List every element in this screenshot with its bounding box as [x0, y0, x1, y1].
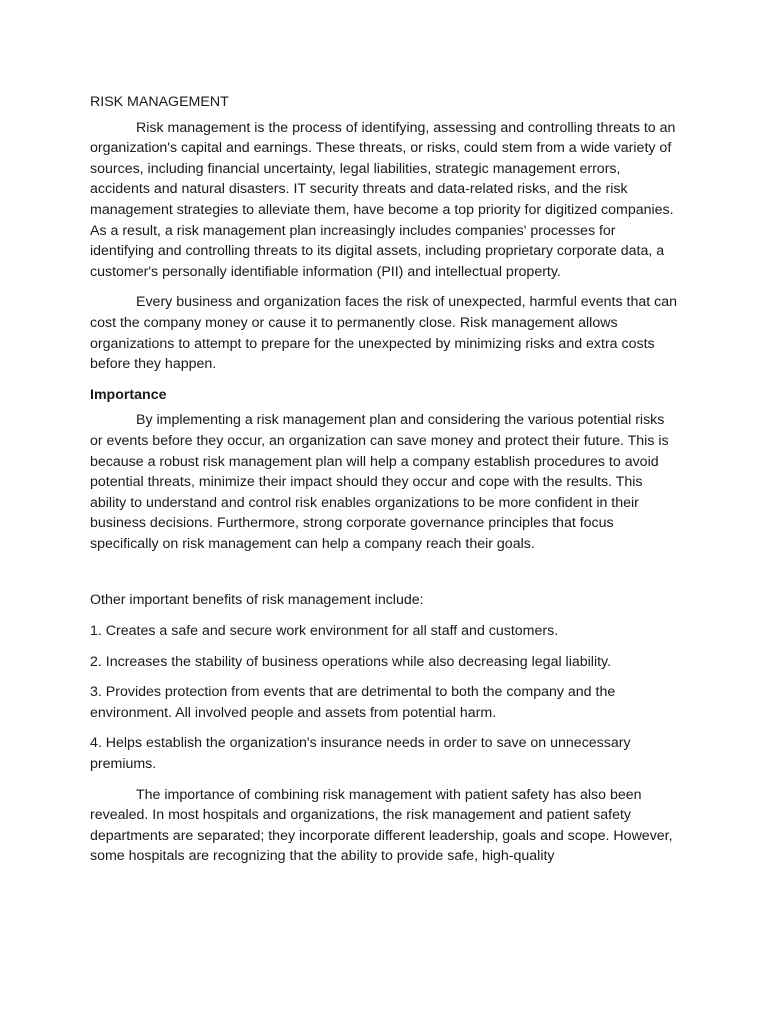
benefit-item-4: 4. Helps establish the organization's insurance needs in order to save on unnecessary premiums. [90, 735, 631, 773]
intro-paragraph-2: Every business and organization faces the risk of unexpected, harmful events that can cost the company money or cause it to permanently close. Risk management allows organizations to attempt to prepare for the unexpected by minimizing risks and extra costs before they happen. [90, 294, 678, 373]
intro-paragraph-1: Risk management is the process of identifying, assessing and controlling threats to an organization's capital and earnings. These threats, or risks, could stem from a wide variety of sources, including financial uncertainty, legal liabilities, strategic management errors, accidents and natural disasters. IT security threats and data-related risks, and the risk management strategies to alleviate them, have become a top priority for digitized companies. As a result, a risk management plan increasingly includes companies' processes for identifying and controlling threats to its digital assets, including proprietary corporate data, a customer's personally identifiable information (PII) and intellectual property. [90, 119, 676, 280]
benefit-item-3: 3. Provides protection from events that are detrimental to both the company and the environment. All involved people and assets from potential harm. [90, 684, 616, 721]
benefits-intro: Other important benefits of risk management include: [90, 592, 424, 609]
document-title: RISK MANAGEMENT [90, 94, 229, 110]
benefit-item-1: 1. Creates a safe and secure work environment for all staff and customers. [90, 623, 559, 640]
closing-paragraph: The importance of combining risk management with patient safety has also been revealed. In most hospitals and organizations, the risk management and patient safety departments are separated; they incorporate different leadership, goals and scope. However, some hospitals are recognizing that the ability to provide safe, high-quality [90, 786, 673, 865]
document-body [90, 92, 680, 877]
importance-paragraph: By implementing a risk management plan and considering the various potential risks or events before they occur, an organization can save money and protect their future. This is because a robust risk management plan will help a company establish procedures to avoid potential threats, minimize their impact should they occur and cope with the results. This ability to understand and control risk enables organizations to be more confident in their business decisions. Furthermore, strong corporate governance principles that focus specifically on risk management can help a company reach their goals. [90, 412, 669, 552]
benefit-item-2: 2. Increases the stability of business operations while also decreasing legal liability. [90, 653, 612, 670]
section-spacer [90, 564, 680, 590]
importance-heading: Importance [90, 386, 167, 403]
